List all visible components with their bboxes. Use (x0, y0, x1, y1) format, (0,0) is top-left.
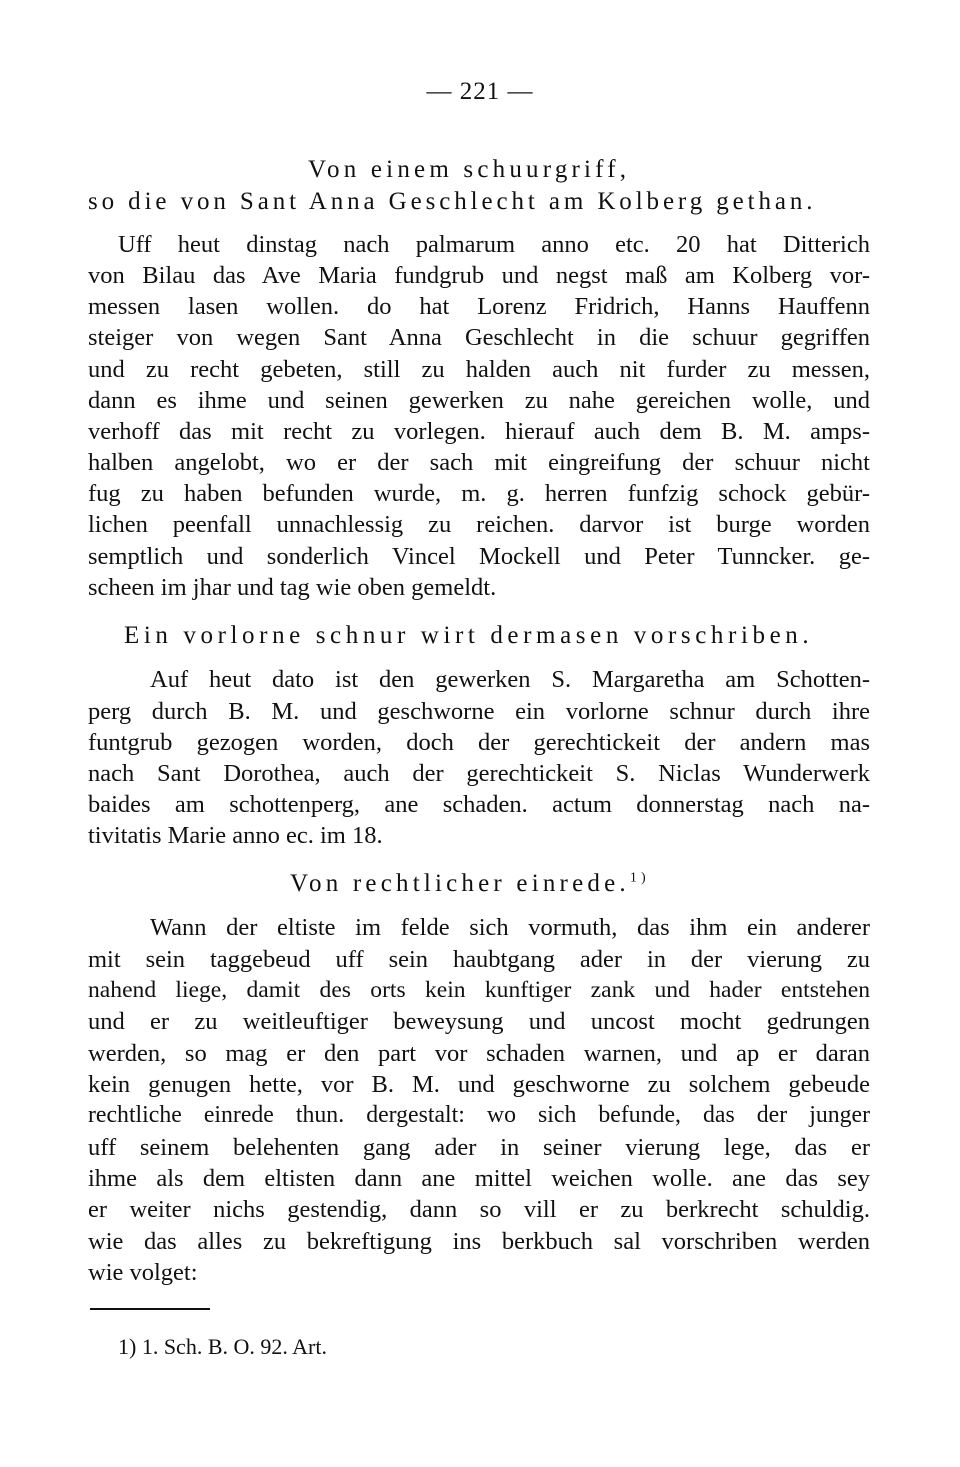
paragraph-3-line: er weiter nichs gestendig, dann so vill er zu berkrecht schuldig. (88, 1196, 870, 1223)
paragraph-2-line: baides am schottenperg, ane schaden. actum donnerstag nach na- (88, 791, 870, 818)
footnote-divider (90, 1308, 210, 1310)
paragraph-1-line: Uff heut dinstag nach palmarum anno etc. 20 hat Ditterich (118, 231, 870, 258)
paragraph-2-line: nach Sant Dorothea, auch der gerechtickeit S. Niclas Wunderwerk (88, 760, 870, 787)
paragraph-1-line: und zu recht gebeten, still zu halden auch nit furder zu messen, (88, 356, 870, 383)
section-title-3 (290, 870, 650, 898)
paragraph-3-line: nahend liege, damit des orts kein kunftiger zank und hader entstehen (88, 977, 870, 1003)
section-title-2: Ein vorlorne schnur wirt dermasen vorschriben. (124, 622, 814, 649)
paragraph-2-line: Auf heut dato ist den gewerken S. Margaretha am Schotten- (150, 666, 870, 693)
footnote-reference: 1) (629, 870, 650, 886)
paragraph-1-line: dann es ihme und seinen gewerken zu nahe gereichen wolle, und (88, 387, 870, 414)
paragraph-2-line: tivitatis Marie anno ec. im 18. (88, 822, 383, 849)
paragraph-1-line: scheen im jhar und tag wie oben gemeldt. (88, 574, 497, 601)
paragraph-1-line: verhoff das mit recht zu vorlegen. hierauf auch dem B. M. amps- (88, 418, 870, 445)
paragraph-1-line: steiger von wegen Sant Anna Geschlecht in die schuur gegriffen (88, 324, 870, 351)
section-title-3-text: Von rechtlicher einrede. (290, 870, 630, 897)
paragraph-1-line: fug zu haben befunden wurde, m. g. herren funfzig schock gebür- (88, 480, 870, 507)
paragraph-3-line: wie das alles zu bekreftigung ins berkbuch sal vorschriben werden (88, 1228, 870, 1255)
paragraph-3-line: und er zu weitleuftiger beweysung und uncost mocht gedrungen (88, 1008, 870, 1035)
paragraph-1-line: lichen peenfall unnachlessig zu reichen. darvor ist burge worden (88, 511, 870, 538)
paragraph-3-line: wie volget: (88, 1259, 198, 1286)
paragraph-2-line: perg durch B. M. und geschworne ein vorlorne schnur durch ihre (88, 698, 870, 725)
paragraph-3-line: mit sein taggebeud uff sein haubtgang ader in der vierung zu (88, 946, 870, 973)
paragraph-3-line: kein genugen hette, vor B. M. und geschworne zu solchem gebeude (88, 1071, 870, 1098)
paragraph-1-line: halben angelobt, wo er der sach mit eingreifung der schuur nicht (88, 449, 870, 476)
paragraph-2-line: funtgrub gezogen worden, doch der gerechtickeit der andern mas (88, 729, 870, 756)
footnote: 1) 1. Sch. B. O. 92. Art. (118, 1334, 327, 1359)
page-number: — 221 — (426, 78, 534, 105)
paragraph-1-line: semptlich und sonderlich Vincel Mockell und Peter Tunncker. ge- (88, 543, 870, 570)
section-title-1-line-2: so die von Sant Anna Geschlecht am Kolberg gethan. (88, 188, 817, 215)
paragraph-3-line: rechtliche einrede thun. dergestalt: wo sich befunde, das der junger (88, 1102, 870, 1128)
paragraph-1-line: von Bilau das Ave Maria fundgrub und negst maß am Kolberg vor- (88, 262, 870, 289)
paragraph-3-line: ihme als dem eltisten dann ane mittel weichen wolle. ane das sey (88, 1165, 870, 1192)
paragraph-1-line: messen lasen wollen. do hat Lorenz Fridrich, Hanns Hauffenn (88, 293, 870, 320)
paragraph-3-line: Wann der eltiste im felde sich vormuth, das ihm ein anderer (150, 914, 870, 941)
section-title-1-line-1: Von einem schuurgriff, (308, 156, 631, 183)
paragraph-3-line: uff seinem belehenten gang ader in seiner vierung lege, das er (88, 1134, 870, 1161)
paragraph-3-line: werden, so mag er den part vor schaden warnen, und ap er daran (88, 1040, 870, 1067)
